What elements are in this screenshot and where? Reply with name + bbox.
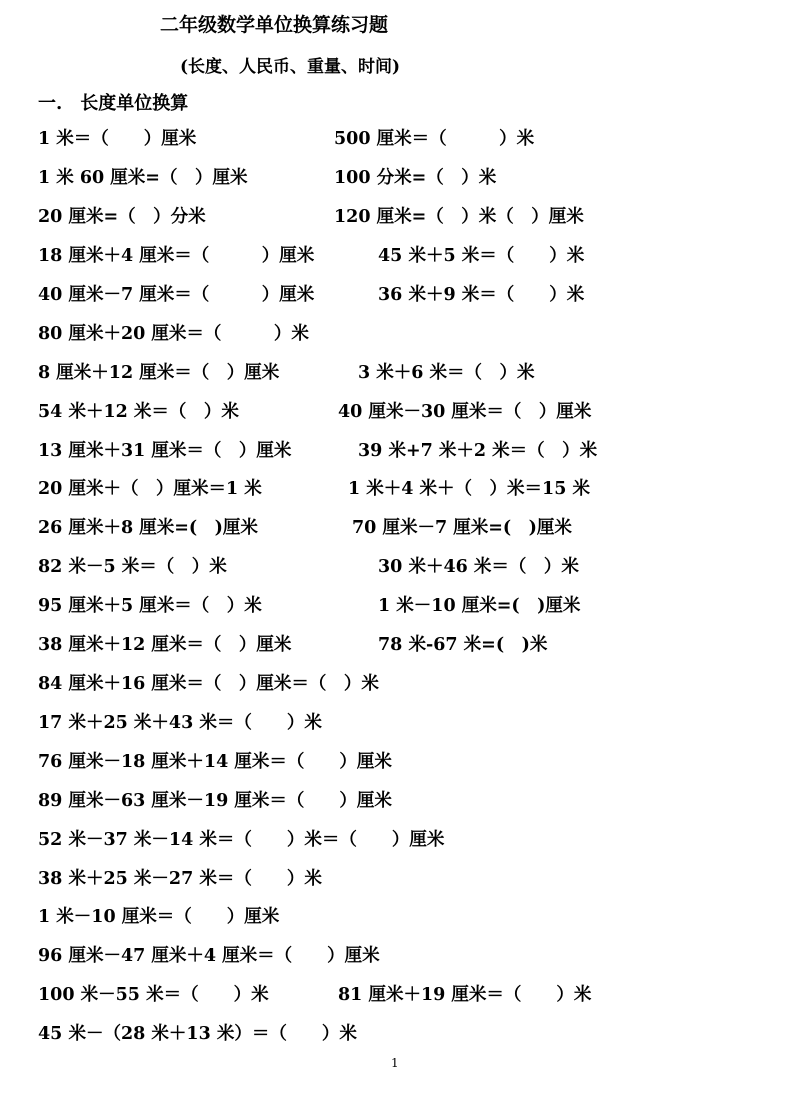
question-left: 1 米＝（ ）厘米 (38, 129, 197, 149)
question-right: 40 厘米－30 厘米＝（ ）厘米 (338, 402, 592, 422)
question-left: 89 厘米－63 厘米－19 厘米＝（ ）厘米 (38, 791, 392, 811)
question-right: 500 厘米＝（ ）米 (334, 129, 535, 149)
question-left: 13 厘米＋31 厘米＝（ ）厘米 (38, 441, 292, 461)
question-left: 8 厘米＋12 厘米＝（ ）厘米 (38, 363, 280, 383)
section-heading: 一. 长度单位换算 (38, 93, 189, 114)
question-left: 26 厘米＋8 厘米=( )厘米 (38, 518, 258, 538)
question-left: 18 厘米＋4 厘米＝（ ）厘米 (38, 246, 315, 266)
page-title: 二年级数学单位换算练习题 (160, 14, 389, 36)
question-right: 1 米＋4 米＋（ ）米＝15 米 (348, 479, 590, 499)
question-right: 120 厘米=（ ）米（ ）厘米 (334, 207, 584, 227)
question-left: 52 米－37 米－14 米＝（ ）米＝（ ）厘米 (38, 830, 445, 850)
question-left: 84 厘米＋16 厘米＝（ ）厘米＝（ ）米 (38, 674, 379, 694)
question-left: 76 厘米－18 厘米＋14 厘米＝（ ）厘米 (38, 752, 392, 772)
question-right: 39 米+7 米＋2 米＝（ ）米 (358, 441, 598, 461)
question-right: 70 厘米－7 厘米=( )厘米 (352, 518, 572, 538)
page-number: 1 (391, 1056, 399, 1070)
question-left: 17 米＋25 米＋43 米＝（ ）米 (38, 713, 322, 733)
question-left: 45 米－（28 米＋13 米）＝（ ）米 (38, 1024, 357, 1044)
question-left: 95 厘米＋5 厘米＝（ ）米 (38, 596, 262, 616)
question-left: 40 厘米－7 厘米＝（ ）厘米 (38, 285, 315, 305)
question-left: 20 厘米＋（ ）厘米＝1 米 (38, 479, 262, 499)
question-left: 20 厘米=（ ）分米 (38, 207, 206, 227)
question-left: 100 米－55 米＝（ ）米 (38, 985, 269, 1005)
question-left: 80 厘米＋20 厘米＝（ ）米 (38, 324, 309, 344)
question-left: 1 米－10 厘米＝（ ）厘米 (38, 907, 280, 927)
question-left: 38 米＋25 米－27 米＝（ ）米 (38, 869, 322, 889)
question-left: 38 厘米＋12 厘米＝（ ）厘米 (38, 635, 292, 655)
question-right: 1 米－10 厘米=( )厘米 (378, 596, 581, 616)
question-left: 54 米＋12 米＝（ ）米 (38, 402, 239, 422)
page-subtitle: (长度、人民币、重量、时间) (180, 57, 401, 77)
question-left: 82 米－5 米＝（ ）米 (38, 557, 227, 577)
question-right: 100 分米=（ ）米 (334, 168, 497, 188)
question-left: 1 米 60 厘米=（ ）厘米 (38, 168, 248, 188)
question-right: 78 米-67 米=( )米 (378, 635, 548, 655)
question-left: 96 厘米－47 厘米＋4 厘米＝（ ）厘米 (38, 946, 380, 966)
question-right: 45 米＋5 米＝（ ）米 (378, 246, 585, 266)
question-right: 36 米＋9 米＝（ ）米 (378, 285, 585, 305)
question-right: 81 厘米＋19 厘米＝（ ）米 (338, 985, 592, 1005)
question-right: 3 米＋6 米＝（ ）米 (358, 363, 535, 383)
question-right: 30 米＋46 米＝（ ）米 (378, 557, 579, 577)
